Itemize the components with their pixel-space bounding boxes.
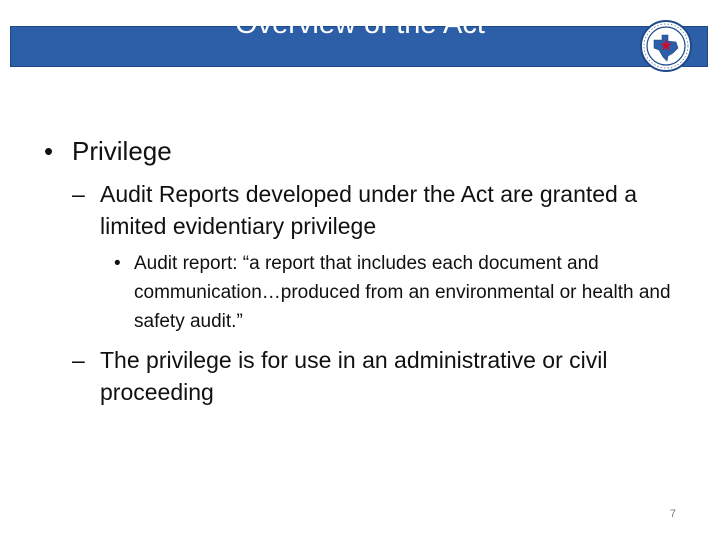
bullet-text: Audit Reports developed under the Act are granted a limited evidentiary privilege xyxy=(100,181,638,239)
slide-title: Overview of the Act xyxy=(235,8,485,40)
bullet-text: Audit report: “a report that includes each document and communication…produced from an environmental or health and safety audit.” xyxy=(134,253,671,332)
page-number: 7 xyxy=(669,508,676,520)
bullet-marker: • xyxy=(114,253,121,274)
bullet-marker: – xyxy=(72,181,85,207)
bullet-text: The privilege is for use in an administrative or civil proceeding xyxy=(100,347,608,405)
bullet-marker: • xyxy=(44,136,54,166)
bullet-marker: – xyxy=(72,347,85,373)
bullet-text: Privilege xyxy=(72,136,172,166)
